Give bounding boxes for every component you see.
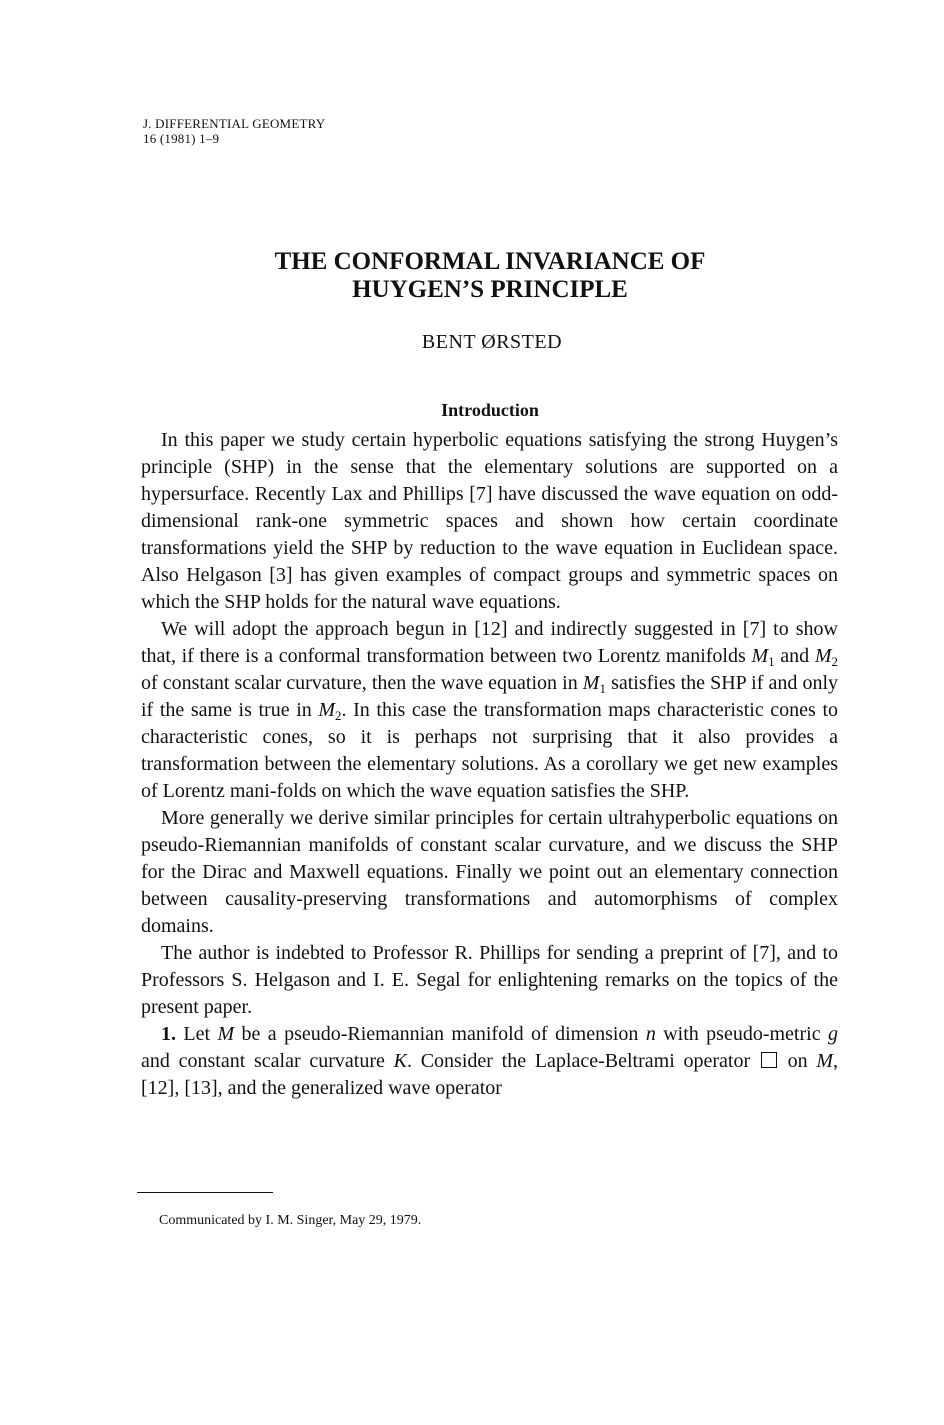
box-operator-icon — [761, 1052, 777, 1068]
author-name: BENT ØRSTED — [421, 331, 563, 353]
paragraph-3: More generally we derive similar principles for certain ultrahyperbolic equations on pseudo-Riemannian manifolds of constant scalar curvature, and we discuss the SHP for the Dirac and Maxwell equations. Finally we point out an elementary connection between causality-preserving transformations and automorphisms of complex domains. — [141, 807, 838, 937]
title-line-1: THE CONFORMAL INVARIANCE OF — [274, 248, 706, 275]
paragraph-5: 1. Let M be a pseudo-Riemannian manifold of dimension n with pseudo-metric g and constant scalar curvature K. Consider the Laplace-Beltrami operator on M, [12], [13], and the generalized wave operator — [141, 1023, 839, 1099]
paragraph-1: In this paper we study certain hyperbolic equations satisfying the strong Huygen’s principle (SHP) in the sense that the elementary solutions are supported on a hypersurface. Recently Lax and Phillips [7] have discussed the wave equation on odd-dimensional rank-one symmetric spaces and shown how certain coordinate transformations yield the SHP by reduction to the wave equation in Euclidean space. Also Helgason [3] has given examples of compact groups and symmetric spaces on which the SHP holds for the natural wave equations. — [141, 429, 838, 613]
title-line-2: HUYGEN’S PRINCIPLE — [352, 276, 628, 303]
body-text — [141, 427, 838, 1102]
footnote: Communicated by I. M. Singer, May 29, 1979. — [159, 1213, 422, 1228]
paragraph-4: The author is indebted to Professor R. Phillips for sending a preprint of [7], and to Professors S. Helgason and I. E. Segal for enlightening remarks on the topics of the present paper. — [141, 942, 838, 1018]
paper-title — [0, 248, 944, 304]
journal-issue: 16 (1981) 1–9 — [143, 131, 220, 146]
paragraph-2: We will adopt the approach begun in [12] and indirectly suggested in [7] to show that, if there is a conformal transformation between two Lorentz manifolds $M_1$ and $M_2$ of constant scalar curvature, then the wave equation in $M_1$ satisfies the SHP if and only if the same is true in $M_2$. In this case the transformation maps characteristic cones to characteristic cones, so it is perhaps not surprising that it also provides a transformation between the elementary solutions. As a corollary we get new examples of Lorentz mani-folds on which the wave equation satisfies the SHP. — [141, 618, 839, 802]
journal-name: J. DIFFERENTIAL GEOMETRY — [143, 116, 326, 131]
section-number: 1. — [161, 1023, 176, 1045]
journal-header — [143, 116, 325, 146]
section-heading: Introduction — [441, 400, 539, 420]
footnote-rule — [137, 1192, 273, 1193]
